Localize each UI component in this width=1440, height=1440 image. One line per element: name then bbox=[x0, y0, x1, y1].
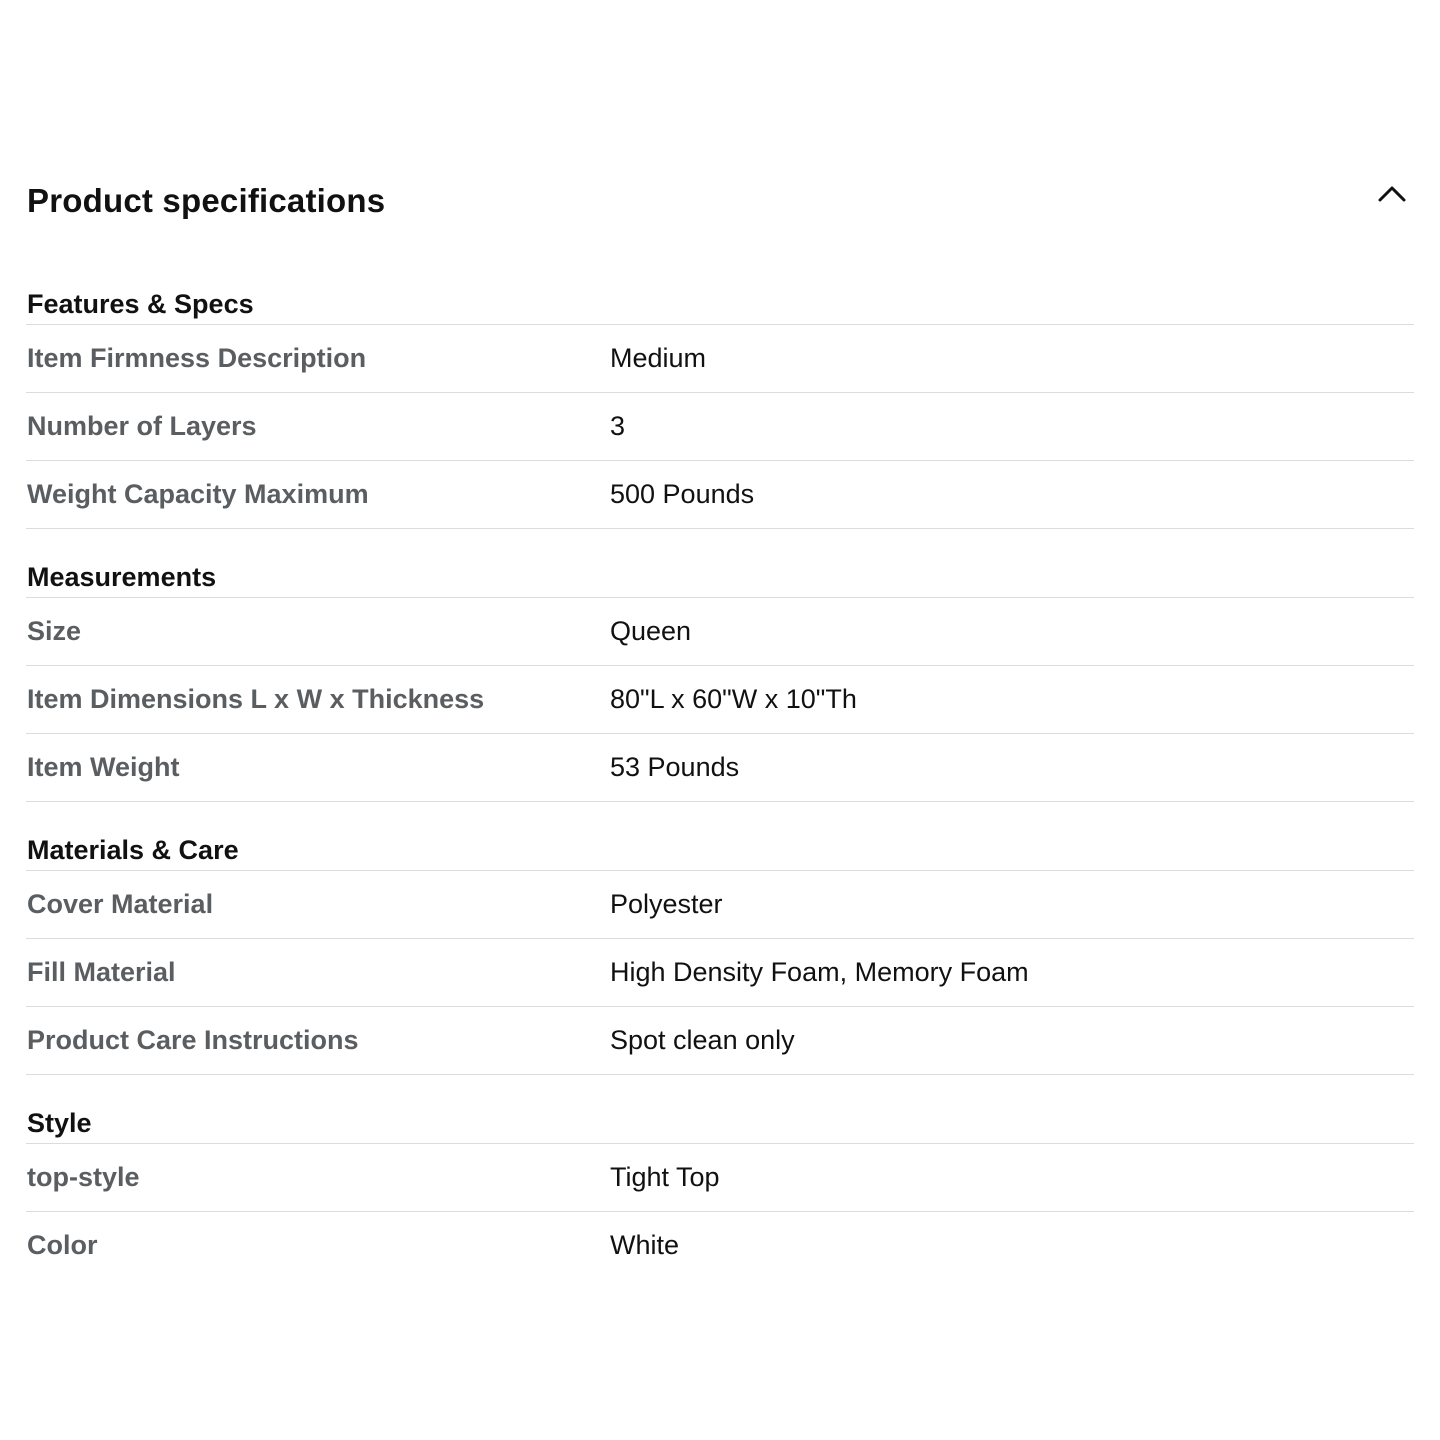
spec-label: Item Dimensions L x W x Thickness bbox=[27, 684, 485, 714]
product-specifications-panel bbox=[26, 168, 1414, 1279]
spec-value: Tight Top bbox=[610, 1162, 720, 1192]
spec-label: Item Weight bbox=[27, 752, 180, 782]
section-style bbox=[26, 1075, 1414, 1279]
spec-row bbox=[26, 598, 1414, 666]
spec-row bbox=[26, 1144, 1414, 1212]
section-features-specs bbox=[26, 236, 1414, 529]
spec-value: 3 bbox=[610, 411, 626, 441]
section-heading-label: Features & Specs bbox=[27, 289, 254, 319]
section-measurements bbox=[26, 529, 1414, 802]
spec-label: Number of Layers bbox=[27, 411, 257, 441]
section-materials-care bbox=[26, 802, 1414, 1075]
panel-header[interactable] bbox=[26, 168, 1414, 236]
spec-row bbox=[26, 325, 1414, 393]
spec-value: 80"L x 60"W x 10"Th bbox=[610, 684, 857, 714]
spec-label: Weight Capacity Maximum bbox=[27, 479, 369, 509]
spec-value: High Density Foam, Memory Foam bbox=[610, 957, 1029, 987]
spec-value: Spot clean only bbox=[610, 1025, 795, 1055]
spec-row bbox=[26, 666, 1414, 734]
spec-label: Size bbox=[27, 616, 82, 646]
spec-label: Fill Material bbox=[27, 957, 176, 987]
section-heading bbox=[26, 529, 1414, 598]
spec-label: Item Firmness Description bbox=[27, 343, 367, 373]
spec-label: Cover Material bbox=[27, 889, 214, 919]
panel-title: Product specifications bbox=[27, 182, 386, 219]
spec-label: Product Care Instructions bbox=[27, 1025, 359, 1055]
spec-row bbox=[26, 461, 1414, 529]
spec-row bbox=[26, 871, 1414, 939]
spec-row bbox=[26, 393, 1414, 461]
section-heading bbox=[26, 1075, 1414, 1144]
spec-label: top-style bbox=[27, 1162, 140, 1192]
spec-row bbox=[26, 734, 1414, 802]
section-heading bbox=[26, 802, 1414, 871]
spec-value: Queen bbox=[610, 616, 692, 646]
spec-row bbox=[26, 1212, 1414, 1279]
collapse-toggle-button[interactable] bbox=[1372, 174, 1412, 214]
section-heading-label: Measurements bbox=[27, 562, 217, 592]
spec-value: White bbox=[610, 1230, 680, 1260]
section-heading-label: Materials & Care bbox=[27, 835, 239, 865]
section-heading bbox=[26, 236, 1414, 325]
spec-value: Polyester bbox=[610, 889, 723, 919]
spec-value: 53 Pounds bbox=[610, 752, 740, 782]
spec-value: Medium bbox=[610, 343, 707, 373]
spec-row bbox=[26, 1007, 1414, 1075]
spec-label: Color bbox=[27, 1230, 98, 1260]
spec-value: 500 Pounds bbox=[610, 479, 755, 509]
spec-row bbox=[26, 939, 1414, 1007]
section-heading-label: Style bbox=[27, 1108, 92, 1138]
chevron-up-icon bbox=[1378, 185, 1406, 203]
